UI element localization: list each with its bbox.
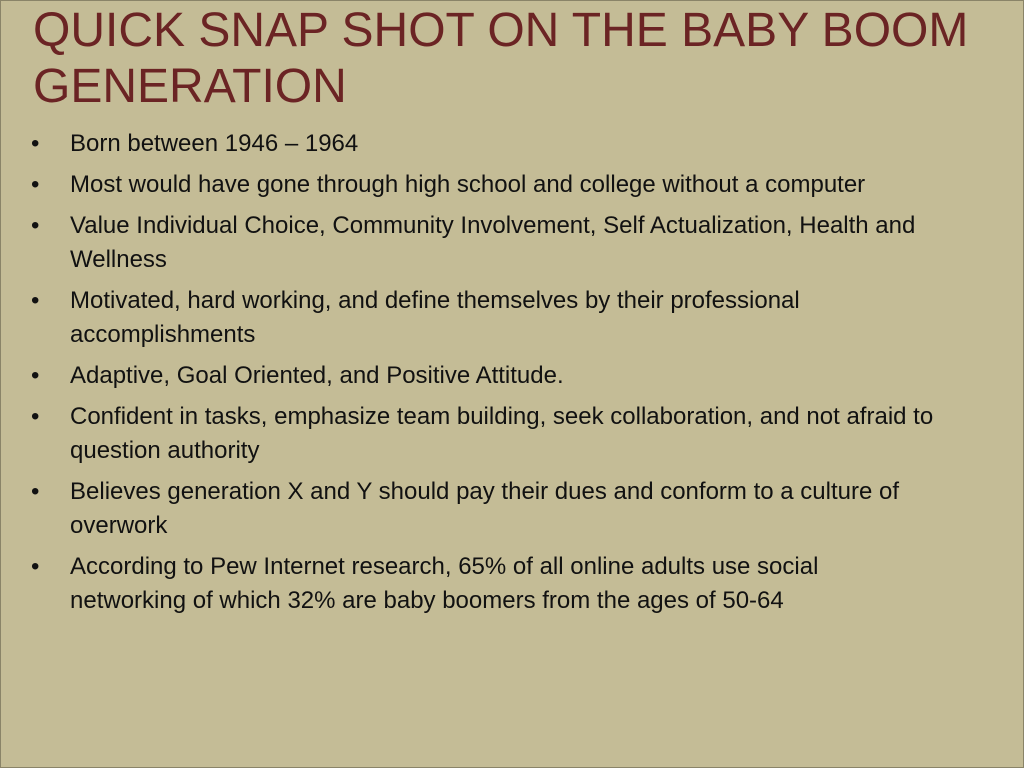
bullet-text: Motivated, hard working, and define themselves by their professional accomplishments (70, 287, 800, 348)
bullet-item (31, 168, 941, 202)
bullet-text: Confident in tasks, emphasize team building, seek collaboration, and not afraid to question authority (70, 403, 934, 464)
bullet-list (31, 127, 941, 625)
bullet-item (31, 400, 941, 468)
bullet-item (31, 475, 941, 543)
bullet-icon: • (31, 478, 40, 505)
bullet-icon: • (31, 212, 40, 239)
bullet-item (31, 127, 941, 161)
bullet-icon: • (31, 130, 40, 157)
bullet-item (31, 284, 941, 352)
bullet-text: According to Pew Internet research, 65% of all online adults use social networking of which 32% are baby boomers from the ages of 50-64 (70, 553, 819, 614)
bullet-item (31, 550, 941, 618)
slide-title: QUICK SNAP SHOT ON THE BABY BOOM GENERATION (33, 4, 969, 113)
bullet-text: Born between 1946 – 1964 (70, 130, 359, 157)
bullet-icon: • (31, 553, 40, 580)
bullet-icon: • (31, 171, 40, 198)
bullet-item (31, 359, 941, 393)
bullet-icon: • (31, 287, 40, 314)
bullet-icon: • (31, 403, 40, 430)
bullet-text: Adaptive, Goal Oriented, and Positive Attitude. (70, 362, 564, 389)
bullet-text: Most would have gone through high school and college without a computer (70, 171, 866, 198)
bullet-item (31, 209, 941, 277)
bullet-icon: • (31, 362, 40, 389)
bullet-text: Value Individual Choice, Community Involvement, Self Actualization, Health and Wellness (70, 212, 916, 273)
bullet-text: Believes generation X and Y should pay their dues and conform to a culture of overwork (70, 478, 899, 539)
